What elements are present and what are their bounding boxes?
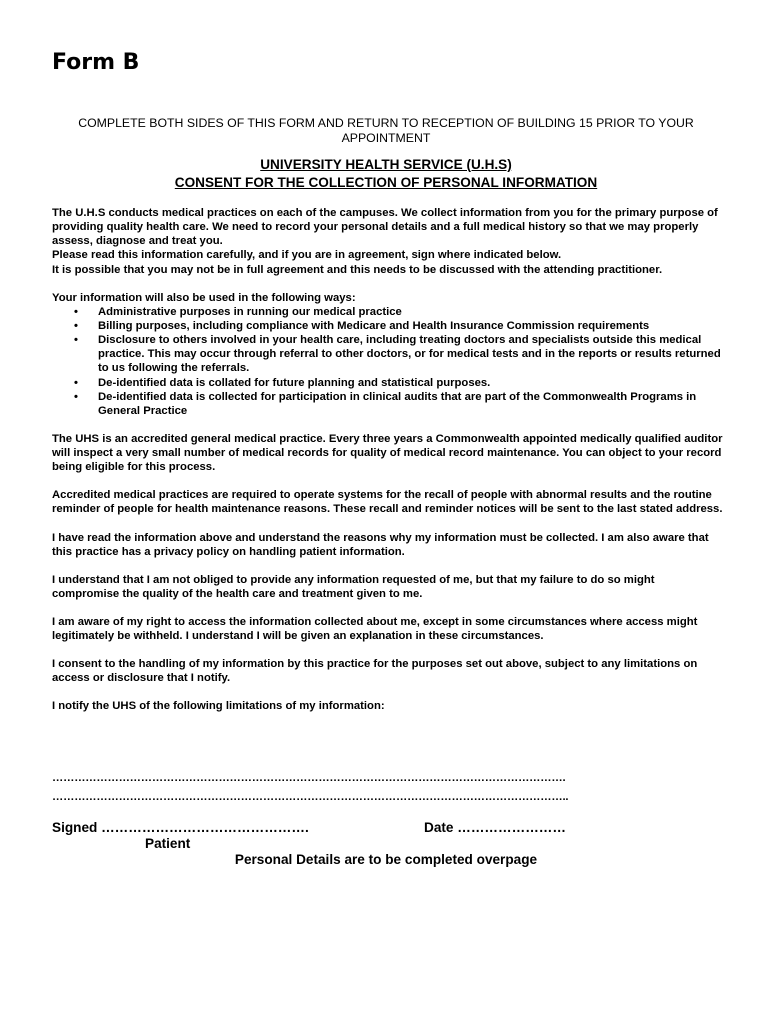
overpage-note: Personal Details are to be completed overpage bbox=[234, 852, 538, 867]
list-item: • De-identified data is collated for future planning and statistical purposes. bbox=[52, 376, 724, 390]
intro-paragraph bbox=[52, 206, 724, 277]
list-item: • Administrative purposes in running our medical practice bbox=[52, 305, 724, 319]
limitations-prompt: I notify the UHS of the following limitations of my information: bbox=[52, 700, 385, 713]
recall-paragraph: Accredited medical practices are required to operate systems for the recall of people with abnormal results and the routine reminder of people for health maintenance reasons. These recall and reminder notices will be sent to the last stated address. bbox=[52, 489, 723, 516]
acknowledgement-paragraph: I have read the information above and understand the reasons why my information must be collected. I am also aware that this practice has a privacy policy on handling patient information. bbox=[52, 531, 709, 558]
read-instruction: Please read this information carefully, and if you are in agreement, sign where indicated below. bbox=[52, 249, 562, 262]
signature-field[interactable]: Signed ………………………………………. bbox=[52, 820, 309, 835]
limitations-field-line-2[interactable]: ………………………………………………………………………………………………………………………….. bbox=[52, 791, 569, 803]
form-body bbox=[52, 206, 724, 727]
list-item: • Disclosure to others involved in your health care, including treating doctors and specialists outside this medical practice. This may occur through referral to other doctors, or for medical tests and in the reports or results returned to us following the referrals. bbox=[52, 333, 724, 375]
form-instructions: COMPLETE BOTH SIDES OF THIS FORM AND RETURN TO RECEPTION OF BUILDING 15 PRIOR TO YOUR APPOINTMENT bbox=[78, 116, 694, 145]
intro-text: The U.H.S conducts medical practices on each of the campuses. We collect information from you for the primary purpose of providing quality health care. We need to record your personal details and a full medical history so that we may properly assess, diagnose and treat you. bbox=[52, 207, 718, 248]
form-title: Form B bbox=[52, 50, 140, 75]
list-item: • De-identified data is collected for participation in clinical audits that are part of the Commonwealth Programs in General Practice bbox=[52, 390, 724, 418]
access-rights-paragraph: I am aware of my right to access the information collected about me, except in some circumstances where access might legitimately be withheld. I understand I will be given an explanation in these circumstances. bbox=[52, 615, 698, 643]
consent-heading: CONSENT FOR THE COLLECTION OF PERSONAL INFORMATION bbox=[174, 175, 598, 190]
list-item: • Billing purposes, including compliance with Medicare and Health Insurance Commission requirements bbox=[52, 319, 724, 333]
accreditation-paragraph: The UHS is an accredited general medical practice. Every three years a Commonwealth appointed medically qualified auditor will inspect a very small number of medical records for quality of medical record maintenance. You can object to your record being eligible for this process. bbox=[52, 432, 723, 474]
patient-label: Patient bbox=[145, 836, 191, 851]
not-obliged-paragraph: I understand that I am not obliged to provide any information requested of me, but that my failure to do so might compromise the quality of the health care and treatment given to me. bbox=[52, 573, 655, 600]
limitations-field-line-1[interactable]: …………………………………………………………………………………………………………………………. bbox=[52, 772, 566, 784]
service-heading: UNIVERSITY HEALTH SERVICE (U.H.S) bbox=[260, 157, 512, 172]
consent-paragraph: I consent to the handling of my information by this practice for the purposes set out above, subject to any limitations on access or disclosure that I notify. bbox=[52, 658, 698, 685]
uses-intro: Your information will also be used in the following ways: bbox=[52, 291, 356, 304]
uses-list bbox=[52, 305, 724, 418]
agreement-note: It is possible that you may not be in full agreement and this needs to be discussed with the attending practitioner. bbox=[52, 263, 663, 276]
date-field[interactable]: Date …………………… bbox=[424, 820, 566, 835]
